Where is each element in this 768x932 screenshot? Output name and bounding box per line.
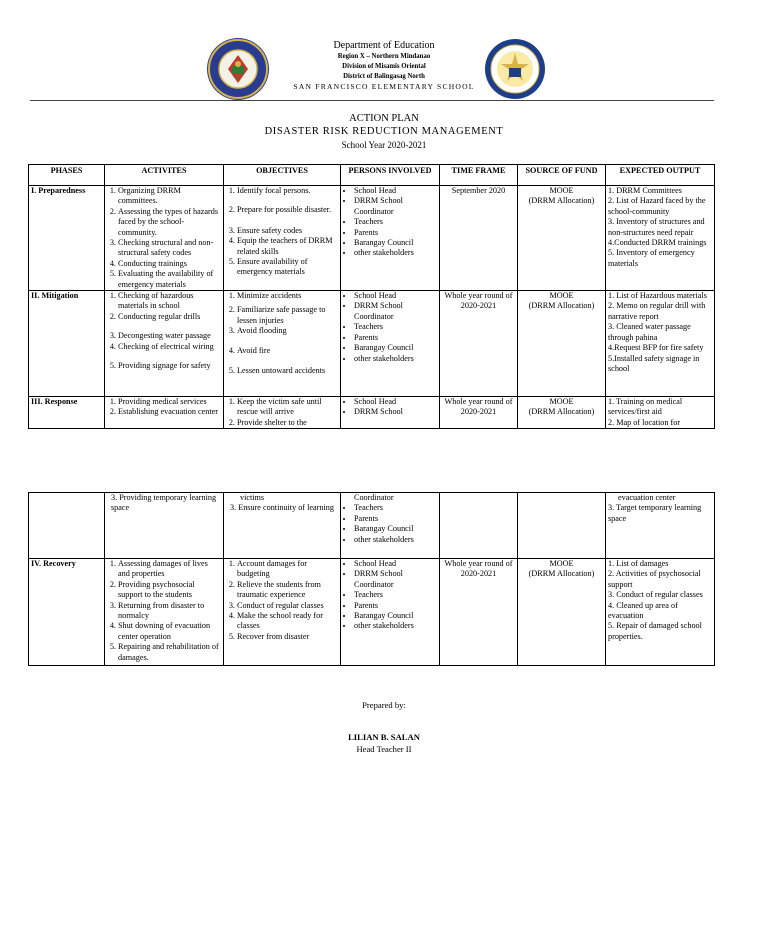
school-name: SAN FRANCISCO ELEMENTARY SCHOOL <box>293 82 475 91</box>
list-item: 4. Shut downing of evacuation center operation <box>118 621 221 642</box>
list-item: 2. Provide shelter to the <box>237 418 338 428</box>
list-item: 1. List of damages <box>608 559 669 568</box>
list-item: 2. List of Hazard faced by the school-community <box>608 196 706 216</box>
school-year: School Year 2020-2021 <box>341 140 427 150</box>
list-item: 3. Cleaned water passage through pahina <box>608 322 691 342</box>
output-cell <box>606 291 715 397</box>
list-item: • other stakeholders <box>354 248 437 258</box>
phase-cell: III. Response <box>29 397 105 429</box>
table-row <box>29 559 715 666</box>
list-item: 3. Ensure safety codes <box>237 226 338 236</box>
list-item: • School Head <box>354 559 437 569</box>
list-item: • Parents <box>354 228 437 238</box>
output-cell <box>606 186 715 291</box>
list-item: • School Head <box>354 186 437 196</box>
list-item: 3. Target temporary learning space <box>608 503 702 523</box>
table-row <box>29 186 715 291</box>
list-item: 5. Evaluating the availability of emergency materials <box>118 269 221 290</box>
list-item: • DRRM School Coordinator <box>354 196 437 217</box>
list-item: 1. Identify focal persons. <box>237 186 338 196</box>
list-item: 2. Establishing evacuation center <box>118 407 221 417</box>
list-item: 1. Providing medical services <box>118 397 221 407</box>
persons-cell <box>341 291 440 397</box>
col-header: TIME FRAME <box>440 165 518 186</box>
list-item: • Parents <box>354 514 437 524</box>
objectives-cell <box>224 493 341 559</box>
list-item: 3. Ensure continuity of learning <box>230 503 334 513</box>
list-item: 1. Training on medical services/first aid <box>608 397 683 417</box>
fund-source: MOOE <box>549 186 574 195</box>
output-cell <box>606 493 715 559</box>
list-item: • School Head <box>354 397 437 407</box>
col-header: PHASES <box>29 165 105 186</box>
region-line: Region X – Northern Mindanao <box>337 53 431 60</box>
list-item: 4.Request BFP for fire safety <box>608 343 704 353</box>
objectives-cell <box>224 559 341 666</box>
list-item: • Parents <box>354 333 437 343</box>
list-item: 5. Inventory of emergency materials <box>608 248 695 268</box>
list-item: 3. Providing temporary learning space <box>111 493 217 513</box>
list-item: • Parents <box>354 601 437 611</box>
list-item: • Teachers <box>354 503 437 513</box>
list-item: 1. List of Hazardous materials <box>608 291 707 301</box>
list-item: 5. Repairing and rehabilitation of damages. <box>118 642 221 663</box>
signatory-name: LILIAN B. SALAN <box>348 732 420 742</box>
list-item: 1. Checking of hazardous materials in school <box>118 291 221 312</box>
list-item: 2. Prepare for possible disaster. <box>237 205 338 215</box>
list-item: • Teachers <box>354 590 437 600</box>
objectives-cell <box>224 291 341 397</box>
list-item: evacuation center <box>618 493 676 502</box>
list-item: 5. Repair of damaged school properties. <box>608 621 702 641</box>
list-item: 5. Lessen untoward accidents <box>237 366 338 376</box>
list-item: 1. Organizing DRRM committees. <box>118 186 221 207</box>
doc-subtitle: DISASTER RISK REDUCTION MANAGEMENT <box>264 126 504 137</box>
time-frame-cell <box>440 493 518 559</box>
phase-cell <box>29 493 105 559</box>
list-item: 5. Recover from disaster <box>237 632 338 642</box>
doc-title: ACTION PLAN <box>349 113 419 124</box>
fund-cell <box>518 397 606 429</box>
list-item: • Teachers <box>354 322 437 332</box>
list-item: • other stakeholders <box>354 535 437 545</box>
header-divider <box>30 100 714 101</box>
list-item: • other stakeholders <box>354 354 437 364</box>
activities-cell <box>105 186 224 291</box>
time-frame-cell: September 2020 <box>440 186 518 291</box>
list-item: 2. Relieve the students from traumatic experience <box>237 580 338 601</box>
activities-cell <box>105 559 224 666</box>
list-item: • Teachers <box>354 217 437 227</box>
list-item: 1. Account damages for budgeting <box>237 559 338 580</box>
list-item: 5. Providing signage for safety <box>118 361 221 371</box>
action-plan-table-continued <box>28 492 715 666</box>
fund-allocation: (DRRM Allocation) <box>528 301 595 311</box>
time-frame-cell: Whole year round of 2020-2021 <box>440 291 518 397</box>
list-item: 3. Inventory of structures and non-structures need repair <box>608 217 705 237</box>
list-item: 3. Avoid flooding <box>237 326 338 336</box>
signatory-position: Head Teacher II <box>356 744 412 754</box>
list-item: 3. Decongesting water passage <box>118 331 221 341</box>
phase-cell: IV. Recovery <box>29 559 105 666</box>
activities-cell <box>105 397 224 429</box>
output-cell <box>606 559 715 666</box>
table-row <box>29 291 715 397</box>
list-item: 4.Conducted DRRM trainings <box>608 238 707 248</box>
list-item: 2. Map of location for <box>608 417 681 427</box>
list-item: • other stakeholders <box>354 621 437 631</box>
list-item: Coordinator <box>354 493 394 502</box>
list-item: 5.Installed safety signage in school <box>608 353 700 373</box>
list-item: • Barangay Council <box>354 611 437 621</box>
table-row <box>29 397 715 429</box>
output-cell <box>606 397 715 429</box>
phase-cell: I. Preparedness <box>29 186 105 291</box>
col-header: PERSONS INVOLVED <box>341 165 440 186</box>
list-item: 2. Assessing the types of hazards faced by the school-community. <box>118 207 221 238</box>
list-item: 1. Assessing damages of lives and properties <box>118 559 221 580</box>
list-item: 3. Returning from disaster to normalcy <box>118 601 221 622</box>
objectives-cell <box>224 186 341 291</box>
col-header: OBJECTIVES <box>224 165 341 186</box>
list-item: 4. Avoid fire <box>237 346 338 356</box>
list-item: • School Head <box>354 291 437 301</box>
list-item: victims <box>240 493 265 502</box>
list-item: 3. Conduct of regular classes <box>237 601 338 611</box>
time-frame-cell: Whole year round of 2020-2021 <box>440 397 518 429</box>
list-item: 3. Conduct of regular classes <box>608 590 703 600</box>
table-header-row <box>29 165 715 186</box>
division-line: Division of Misamis Oriental <box>342 63 426 70</box>
activities-cell <box>105 291 224 397</box>
list-item: 2. Familiarize safe passage to lessen injuries <box>237 305 338 326</box>
objectives-cell <box>224 397 341 429</box>
col-header: ACTIVITES <box>105 165 224 186</box>
fund-cell <box>518 291 606 397</box>
list-item: 3. Checking structural and non-structural safety codes <box>118 238 221 259</box>
list-item: • Barangay Council <box>354 524 437 534</box>
list-item: 1. DRRM Committees <box>608 186 682 195</box>
fund-cell <box>518 186 606 291</box>
prepared-by-label: Prepared by: <box>362 700 406 710</box>
list-item: 1. Keep the victim safe until rescue will arrive <box>237 397 338 418</box>
persons-cell <box>341 559 440 666</box>
list-item: • Barangay Council <box>354 238 437 248</box>
col-header: SOURCE OF FUND <box>518 165 606 186</box>
list-item: • DRRM School Coordinator <box>354 569 437 590</box>
table-row <box>29 493 715 559</box>
time-frame-cell: Whole year round of 2020-2021 <box>440 559 518 666</box>
district-line: District of Balingasag North <box>343 73 425 80</box>
list-item: 4. Cleaned up area of evacuation <box>608 600 678 621</box>
list-item: 4. Make the school ready for classes <box>237 611 338 632</box>
list-item: 4. Equip the teachers of DRRM related skills <box>237 236 338 257</box>
action-plan-table <box>28 164 715 429</box>
list-item: • DRRM School <box>354 407 437 417</box>
fund-cell <box>518 493 606 559</box>
fund-allocation: (DRRM Allocation) <box>528 569 595 579</box>
col-header: EXPECTED OUTPUT <box>606 165 715 186</box>
list-item: 5. Ensure availability of emergency materials <box>237 257 338 278</box>
fund-allocation: (DRRM Allocation) <box>528 407 595 417</box>
activities-cell <box>105 493 224 559</box>
fund-cell <box>518 559 606 666</box>
persons-cell <box>341 186 440 291</box>
fund-source: MOOE <box>549 397 574 407</box>
list-item: 1. Minimize accidents <box>237 291 338 301</box>
list-item: • DRRM School Coordinator <box>354 301 437 322</box>
fund-allocation: (DRRM Allocation) <box>528 196 595 206</box>
list-item: 2. Activities of psychosocial support <box>608 569 701 589</box>
list-item: • Barangay Council <box>354 343 437 353</box>
list-item: 2. Providing psychosocial support to the students <box>118 580 221 601</box>
persons-cell <box>341 493 440 559</box>
persons-cell <box>341 397 440 429</box>
fund-source: MOOE <box>549 559 574 568</box>
list-item: 4. Checking of electrical wiring <box>118 342 221 352</box>
phase-cell: II. Mitigation <box>29 291 105 397</box>
list-item: 2. Memo on regular drill with narrative report <box>608 301 706 321</box>
dept-name: Department of Education <box>333 40 435 51</box>
list-item: 4. Conducting trainings <box>118 259 221 269</box>
list-item: 2. Conducting regular drills <box>118 312 221 322</box>
fund-source: MOOE <box>549 291 574 301</box>
